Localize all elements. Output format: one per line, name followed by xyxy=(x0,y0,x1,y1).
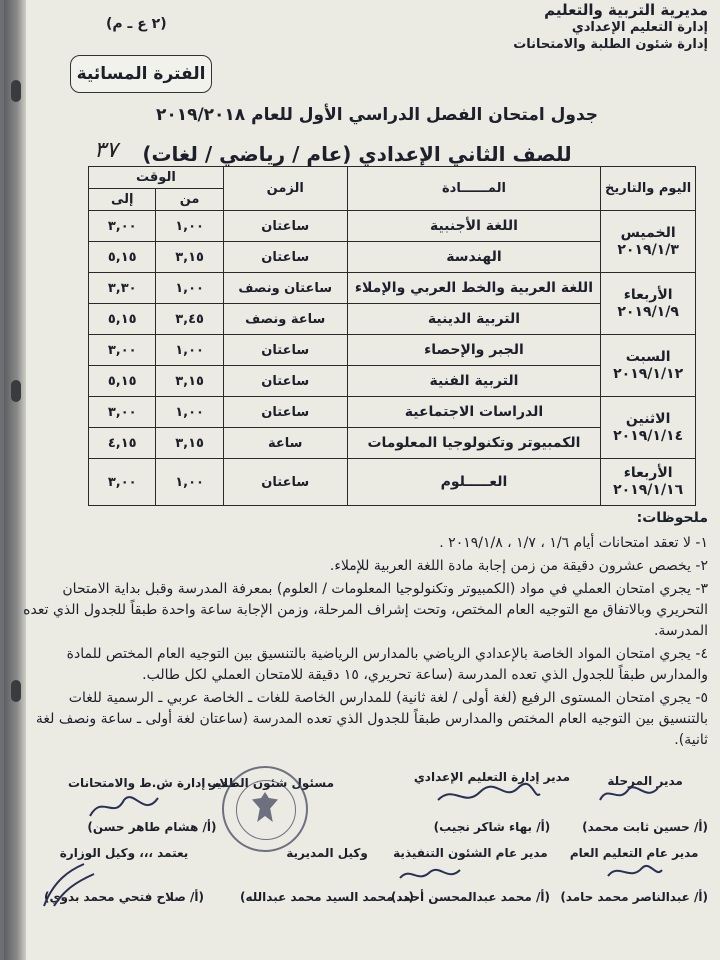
period-badge: الفترة المسائية xyxy=(70,55,212,93)
subject-cell: التربية الفنية xyxy=(347,366,601,397)
subject-cell: الجبر والإحصاء xyxy=(347,335,601,366)
exam-date: ٢٠١٩/١/١٢ xyxy=(613,365,684,382)
organization-header xyxy=(513,2,708,53)
duration-cell: ساعة ونصف xyxy=(223,304,347,335)
notes-heading: ملحوظات: xyxy=(636,510,708,526)
day-name: السبت xyxy=(625,348,671,365)
duration-cell: ساعتان xyxy=(223,242,347,273)
signature-title: وكيل المديرية xyxy=(286,846,368,860)
handwritten-signature-icon xyxy=(434,780,544,810)
subject-cell: الكمبيوتر وتكنولوجيا المعلومات xyxy=(347,428,601,459)
subject-cell: اللغة العربية والخط العربي والإملاء xyxy=(347,273,601,304)
to-cell: ٣,٠٠ xyxy=(89,397,156,428)
binder-strip xyxy=(4,0,26,960)
to-cell: ٥,١٥ xyxy=(89,304,156,335)
day-cell xyxy=(601,211,696,273)
header-from: من xyxy=(156,189,223,211)
signature-title: مدير إدارة التعليم الإعدادي xyxy=(413,770,570,784)
schedule-table xyxy=(88,166,696,506)
day-name: الخميس xyxy=(620,224,676,241)
subject-cell: التربية الدينية xyxy=(347,304,601,335)
to-cell: ٥,١٥ xyxy=(89,242,156,273)
binder-hole xyxy=(11,680,21,702)
official-stamp xyxy=(222,766,308,852)
to-cell: ٤,١٥ xyxy=(89,428,156,459)
from-cell: ٣,١٥ xyxy=(156,366,223,397)
notes-section xyxy=(22,508,708,753)
note-item: ٣- يجري امتحان العملي في مواد (الكمبيوتر وتكنولوجيا المعلومات / العلوم) بمعرفة المدرسة وقبل بداية الامتحان التحريري وبالاتفاق مع التوجيه العام المختص، وتحت إشراف المرحلة، وزمن الإجابة ساعة واحدة طبقاً للجدول الذي تعده المدرسة. xyxy=(23,581,708,639)
header-day-date: اليوم والتاريخ xyxy=(601,167,696,211)
from-cell: ١,٠٠ xyxy=(156,397,223,428)
grade-title: للصف الثاني الإعدادي (عام / رياضي / لغات) xyxy=(142,142,572,166)
day-name: الأربعاء xyxy=(623,465,673,481)
day-cell xyxy=(601,335,696,397)
handwritten-signature-icon xyxy=(34,860,104,910)
signature-name: (أ/ بهاء شاكر نجيب) xyxy=(433,820,551,834)
from-cell: ١,٠٠ xyxy=(156,335,223,366)
note-item: ٤- يجري امتحان المواد الخاصة بالإعدادي الرياضي بالمدارس الرياضية بالتنسيق بين التوجيه العام المختص للمادة والمدارس طبقاً للجدول الذي تعده المدرسة (ساعة تحريري، ١٥ دقيقة للامتحان العملي لكل طالب. xyxy=(66,646,708,683)
org-line: مديرية التربية والتعليم xyxy=(544,1,708,19)
signature-name: (أ/ صلاح فتحي محمد بدوي) xyxy=(44,890,205,904)
header-time: الوقت xyxy=(89,167,224,189)
subject-cell: العـــــلوم xyxy=(347,459,601,506)
handwritten-signature-icon xyxy=(604,860,664,884)
signature-name: (أ/ هشام طاهر حسن) xyxy=(87,820,217,834)
day-name: الأربعاء xyxy=(623,286,673,303)
binder-hole xyxy=(11,80,21,102)
subject-cell: الدراسات الاجتماعية xyxy=(347,397,601,428)
schedule-title: جدول امتحان الفصل الدراسي الأول للعام ٢٠١٩/٢٠١٨ xyxy=(155,105,599,125)
signature-title: مدير المرحلة xyxy=(607,774,683,788)
day-cell xyxy=(601,397,696,459)
to-cell: ٣,٠٠ xyxy=(89,335,156,366)
exam-schedule-page xyxy=(4,0,720,960)
table-row xyxy=(89,273,696,304)
signature-name: (أ/ حسين ثابت محمد) xyxy=(582,820,708,834)
binder-hole xyxy=(11,380,21,402)
signature-title: مدير إدارة ش.ط والامتحانات xyxy=(68,776,236,790)
exam-date: ٢٠١٩/١/١٤ xyxy=(613,427,684,444)
signature-title: مدير عام الشئون التنفيذية xyxy=(393,846,548,860)
form-code: (٢ ع ـ م) xyxy=(106,16,167,32)
to-cell: ٣,٣٠ xyxy=(89,273,156,304)
from-cell: ١,٠٠ xyxy=(156,459,223,506)
handwritten-signature-icon xyxy=(84,790,164,824)
note-item: ٢- يخصص عشرون دقيقة من زمن إجابة مادة اللغة العربية للإملاء. xyxy=(329,558,708,574)
signature-title: مسئول شئون الطلاب xyxy=(207,776,334,790)
subject-cell: الهندسة xyxy=(347,242,601,273)
day-name: الاثنين xyxy=(625,410,671,427)
to-cell: ٣,٠٠ xyxy=(89,211,156,242)
table-row xyxy=(89,397,696,428)
duration-cell: ساعة xyxy=(223,428,347,459)
exam-date: ٢٠١٩/١/٩ xyxy=(617,303,679,320)
day-cell xyxy=(601,459,696,506)
from-cell: ٣,٤٥ xyxy=(156,304,223,335)
duration-cell: ساعتان xyxy=(223,211,347,242)
table-row xyxy=(89,211,696,242)
signature-title: يعتمد ،،، وكيل الوزارة xyxy=(59,846,189,860)
to-cell: ٥,١٥ xyxy=(89,366,156,397)
header-to: إلى xyxy=(89,189,156,211)
duration-cell: ساعتان ونصف xyxy=(223,273,347,304)
from-cell: ٣,١٥ xyxy=(156,428,223,459)
from-cell: ٣,١٥ xyxy=(156,242,223,273)
org-line: إدارة شئون الطلبة والامتحانات xyxy=(513,37,708,52)
note-item: ١- لا تعقد امتحانات أيام ١/٦ ، ١/٧ ، ٢٠١٩/١/٨ . xyxy=(439,535,708,551)
signature-name: (أ/ محمد عبدالمحسن أحمد) xyxy=(390,890,550,904)
duration-cell: ساعتان xyxy=(223,335,347,366)
handwritten-signature-icon xyxy=(594,778,664,808)
signature-name: (أ/ عبدالناصر محمد حامد) xyxy=(560,890,708,904)
handwritten-page-number: ٣٧ xyxy=(94,138,118,163)
signature-name: (د. محمد السيد محمد عبدالله) xyxy=(240,890,414,904)
subject-cell: اللغة الأجنبية xyxy=(347,211,601,242)
table-row xyxy=(89,459,696,506)
duration-cell: ساعتان xyxy=(223,366,347,397)
signature-title: مدير عام التعليم العام xyxy=(569,846,699,860)
note-item: ٥- يجري امتحان المستوى الرفيع (لغة أولى / لغة ثانية) للمدارس الخاصة للغات ـ الخاصة عربي ـ الرسمية للغات بالتنسيق بين التوجيه العام المختص والمدارس طبقاً للجدول الذي تعده المدرسة (ساعتان لغة أولى ـ ساعة ونصف لغة ثانية). xyxy=(35,690,708,748)
duration-cell: ساعتان xyxy=(223,397,347,428)
from-cell: ١,٠٠ xyxy=(156,211,223,242)
to-cell: ٣,٠٠ xyxy=(89,459,156,506)
signature-deputy-directorate xyxy=(240,846,414,904)
org-line: إدارة التعليم الإعدادي xyxy=(571,20,708,35)
from-cell: ١,٠٠ xyxy=(156,273,223,304)
day-cell xyxy=(601,273,696,335)
handwritten-signature-icon xyxy=(394,862,464,886)
exam-date: ٢٠١٩/١/١٦ xyxy=(613,482,684,498)
header-subject: المــــــادة xyxy=(347,167,601,211)
duration-cell: ساعتان xyxy=(223,459,347,506)
exam-date: ٢٠١٩/١/٣ xyxy=(617,241,679,258)
table-row xyxy=(89,335,696,366)
header-duration: الزمن xyxy=(223,167,347,211)
